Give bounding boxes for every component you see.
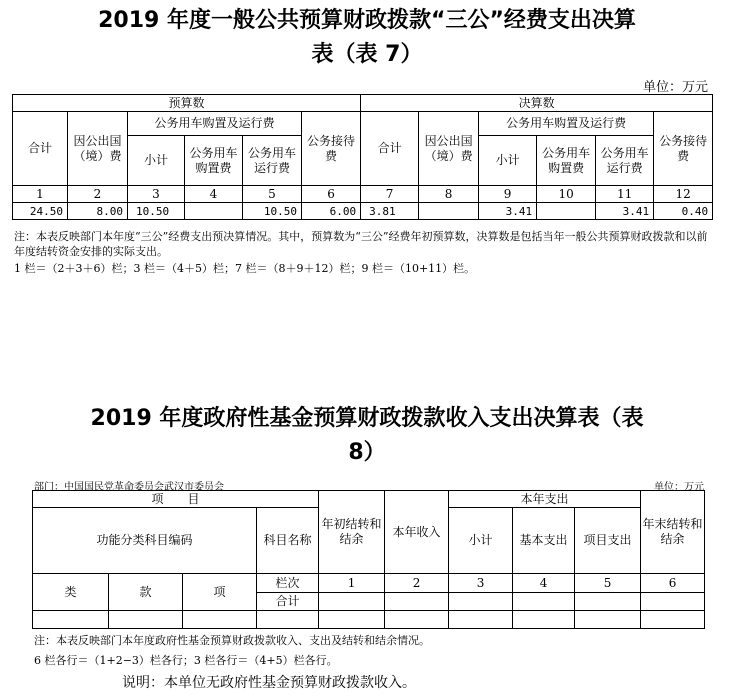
value-cell: 10.50 — [128, 203, 185, 220]
table8-formula: 6 栏各行＝（1+2−3）栏各行；3 栏各行＝（4+5）栏各行。 — [34, 654, 338, 667]
col-number: 8 — [419, 186, 479, 203]
lei-header: 类 — [33, 574, 109, 611]
empty-cell — [575, 611, 641, 629]
col-number: 6 — [302, 186, 361, 203]
value-cell: 8.00 — [68, 203, 128, 220]
budget-header: 预算数 — [13, 95, 361, 112]
budget-vehicle-header: 公务用车购置及运行费 — [128, 112, 302, 136]
col-number: 1 — [319, 574, 385, 593]
final-vehicle-purchase-header: 公务用车购置费 — [537, 136, 596, 186]
value-cell: 3.81 — [361, 203, 419, 220]
col-number: 3 — [128, 186, 185, 203]
table7-title — [0, 4, 734, 72]
end-balance-header: 年末结转和结余 — [641, 491, 705, 574]
project-expense-header: 项目支出 — [575, 508, 641, 574]
no-income-statement: 说明：本单位无政府性基金预算财政拨款收入。 — [122, 675, 416, 691]
empty-cell — [257, 611, 319, 629]
func-code-header: 功能分类科目编码 — [33, 508, 257, 574]
col-number: 2 — [385, 574, 449, 593]
table8-title-line2: 8） — [348, 440, 386, 465]
budget-vehicle-run-header: 公务用车运行费 — [243, 136, 302, 186]
col-label: 栏次 — [257, 574, 319, 593]
government-fund-table — [32, 490, 705, 629]
total-label: 合计 — [257, 593, 319, 611]
table8-title — [0, 402, 734, 470]
final-abroad-header: 因公出国（境）费 — [419, 112, 479, 186]
empty-cell — [319, 611, 385, 629]
empty-cell — [319, 593, 385, 611]
table7-title-line2: 表（表 7） — [311, 42, 423, 67]
empty-cell — [109, 611, 183, 629]
value-cell — [419, 203, 479, 220]
empty-cell — [641, 611, 705, 629]
empty-cell — [513, 611, 575, 629]
table7-formula: 1 栏＝（2＋3＋6）栏；3 栏＝（4＋5）栏；7 栏＝（8＋9＋12）栏；9 栏＝（10+11）栏。 — [14, 262, 476, 275]
col-number: 6 — [641, 574, 705, 593]
three-public-expenses-table — [12, 94, 713, 220]
table8-note: 注：本表反映部门本年度政府性基金预算财政拨款收入、支出及结转和结余情况。 — [34, 634, 430, 647]
income-header: 本年收入 — [385, 491, 449, 574]
col-number: 3 — [449, 574, 513, 593]
empty-cell — [449, 611, 513, 629]
table8-title-line1: 2019 年度政府性基金预算财政拨款收入支出决算表（表 — [90, 406, 644, 431]
empty-cell — [33, 611, 109, 629]
col-number: 11 — [596, 186, 654, 203]
col-number: 10 — [537, 186, 596, 203]
col-number: 7 — [361, 186, 419, 203]
value-cell: 3.41 — [479, 203, 537, 220]
col-number: 1 — [13, 186, 68, 203]
department-label: 部门：中国国民党革命委员会武汉市委员会 — [34, 482, 224, 493]
col-number: 5 — [243, 186, 302, 203]
kuan-header: 款 — [109, 574, 183, 611]
final-header: 决算数 — [361, 95, 713, 112]
value-cell: 3.41 — [596, 203, 654, 220]
value-cell — [537, 203, 596, 220]
table8-unit: 单位：万元 — [654, 482, 704, 493]
empty-cell — [183, 611, 257, 629]
basic-expense-header: 基本支出 — [513, 508, 575, 574]
budget-subtotal-header: 小计 — [128, 136, 185, 186]
expense-subtotal-header: 小计 — [449, 508, 513, 574]
empty-cell — [385, 593, 449, 611]
value-cell: 0.40 — [654, 203, 713, 220]
col-number: 5 — [575, 574, 641, 593]
empty-cell — [449, 593, 513, 611]
budget-total-header: 合计 — [13, 112, 68, 186]
final-vehicle-header: 公务用车购置及运行费 — [479, 112, 654, 136]
col-number: 12 — [654, 186, 713, 203]
budget-reception-header: 公务接待费 — [302, 112, 361, 186]
empty-cell — [385, 611, 449, 629]
subject-name-header: 科目名称 — [257, 508, 319, 574]
table7-note: 注：本表反映部门本年度“三公”经费支出预决算情况。其中，预算数为“三公”经费年初预算数，决算数是包括当年一般公共预算财政拨款和以前年度结转资金安排的实际支出。 — [14, 230, 708, 258]
col-number: 2 — [68, 186, 128, 203]
table7-unit: 单位：万元 — [642, 80, 708, 95]
value-cell: 10.50 — [243, 203, 302, 220]
expense-header: 本年支出 — [449, 491, 641, 508]
final-reception-header: 公务接待费 — [654, 112, 713, 186]
final-subtotal-header: 小计 — [479, 136, 537, 186]
value-cell: 24.50 — [13, 203, 68, 220]
item-header: 项 目 — [33, 491, 319, 508]
col-number: 9 — [479, 186, 537, 203]
empty-cell — [575, 593, 641, 611]
xiang-header: 项 — [183, 574, 257, 611]
empty-cell — [513, 593, 575, 611]
value-cell — [185, 203, 243, 220]
budget-vehicle-purchase-header: 公务用车购置费 — [185, 136, 243, 186]
begin-balance-header: 年初结转和结余 — [319, 491, 385, 574]
table7-title-line1: 2019 年度一般公共预算财政拨款“三公”经费支出决算 — [98, 8, 636, 33]
value-cell: 6.00 — [302, 203, 361, 220]
final-vehicle-run-header: 公务用车运行费 — [596, 136, 654, 186]
col-number: 4 — [513, 574, 575, 593]
final-total-header: 合计 — [361, 112, 419, 186]
col-number: 4 — [185, 186, 243, 203]
budget-abroad-header: 因公出国（境）费 — [68, 112, 128, 186]
empty-cell — [641, 593, 705, 611]
